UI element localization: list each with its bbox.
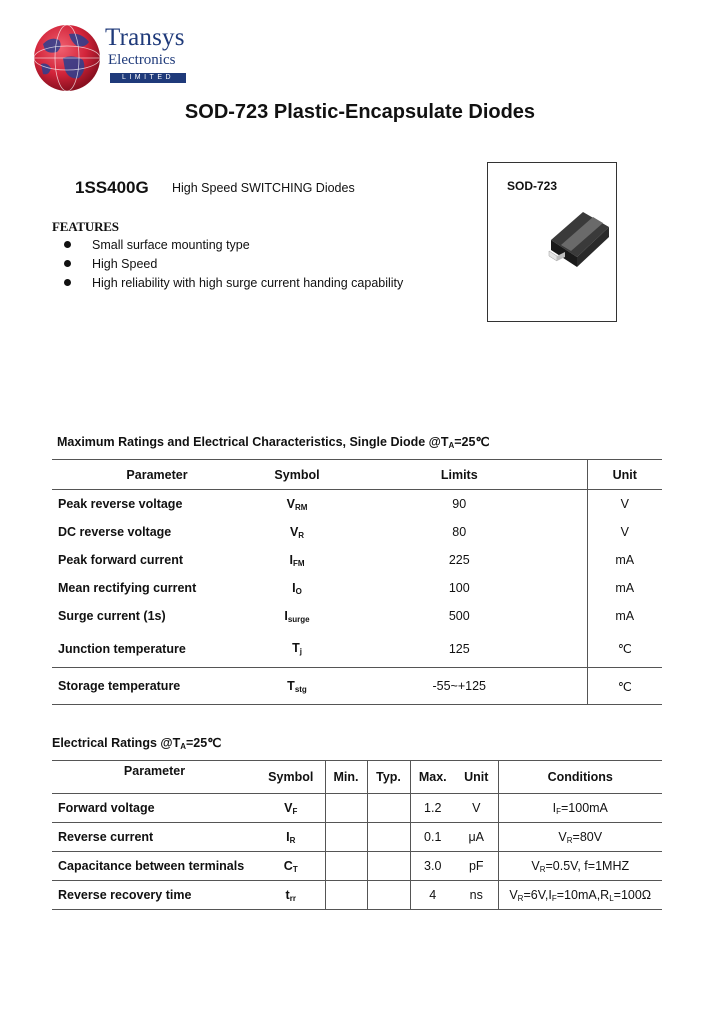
parameter-cell: DC reverse voltage [58, 525, 172, 539]
package-box [487, 162, 617, 322]
table-row [52, 602, 662, 630]
list-item: High reliability with high surge current handing capability [64, 274, 403, 293]
parameter-cell: Junction temperature [58, 641, 186, 656]
min-cell [325, 823, 367, 852]
list-item: Small surface mounting type [64, 236, 403, 255]
typ-cell [367, 794, 410, 823]
header-max: Max. [410, 761, 455, 794]
symbol-cell [257, 823, 325, 852]
condition-text: V [531, 858, 540, 873]
unit-cell: V [472, 801, 481, 815]
header-min: Min. [325, 761, 367, 794]
package-label: SOD-723 [507, 179, 558, 193]
bullet-icon [64, 279, 71, 286]
table-row [52, 490, 662, 519]
limits-cell: 80 [452, 525, 467, 539]
table-header-row [52, 460, 662, 490]
symbol-cell [262, 574, 332, 602]
table-row [52, 574, 662, 602]
conditions-cell [498, 881, 662, 910]
table-row [52, 823, 662, 852]
symbol-cell [262, 602, 332, 630]
limits-cell: 500 [448, 609, 470, 623]
parameter-cell: Reverse recovery time [58, 888, 192, 902]
symbol-cell [262, 490, 332, 519]
elec-ratings-heading: Electrical Ratings $@T_A=25℃$ [52, 736, 222, 751]
list-item: High Speed [64, 255, 403, 274]
condition-sub: R [539, 864, 546, 874]
parameter-cell: Peak reverse voltage [58, 497, 183, 511]
symbol-sub: R [298, 530, 305, 540]
condition-sub: R [517, 893, 524, 903]
symbol-cell [257, 852, 325, 881]
symbol-sub: FM [292, 558, 305, 568]
part-number: 1SS400G [75, 178, 149, 197]
limits-cell: 90 [452, 497, 467, 511]
bullet-icon [64, 260, 71, 267]
limits-cell: 125 [448, 641, 470, 656]
page-title: SOD-723 Plastic-Encapsulate Diodes [184, 101, 536, 123]
globe-logo-icon [33, 24, 101, 92]
condition-sub: L [609, 893, 614, 903]
symbol-main: t [285, 887, 290, 902]
header-parameter: Parameter [123, 764, 186, 778]
symbol-sub: rr [289, 893, 296, 903]
logo-limited: LIMITED [110, 73, 186, 83]
symbol-cell [262, 668, 332, 705]
table-row [52, 881, 662, 910]
unit-cell: ℃ [587, 668, 662, 705]
symbol-cell [257, 794, 325, 823]
symbol-sub: O [295, 586, 302, 596]
symbol-main: T [287, 678, 295, 693]
condition-sub: F [551, 893, 557, 903]
table-row [52, 630, 662, 668]
unit-cell: mA [587, 546, 662, 574]
header-conditions: Conditions [498, 761, 662, 794]
condition-text: V [558, 829, 567, 844]
unit-cell: mA [587, 574, 662, 602]
symbol-sub: F [292, 806, 298, 816]
typ-cell [367, 823, 410, 852]
parameter-cell: Storage temperature [58, 679, 181, 693]
unit-cell: pF [468, 859, 484, 873]
header-unit: Unit [464, 770, 489, 784]
min-cell [325, 881, 367, 910]
conditions-cell [498, 823, 662, 852]
table-row [52, 794, 662, 823]
condition-text: =6V,I [523, 887, 552, 902]
unit-cell: mA [587, 602, 662, 630]
unit-cell: ns [469, 888, 483, 902]
parameter-cell: Mean rectifying current [58, 581, 197, 595]
symbol-main: I [289, 552, 293, 567]
table-row [52, 668, 662, 705]
symbol-sub: j [299, 647, 302, 656]
table-row [52, 546, 662, 574]
condition-text: =100Ω [613, 887, 652, 902]
conditions-cell [498, 794, 662, 823]
min-cell [325, 794, 367, 823]
max-cell: 0.1 [410, 823, 455, 852]
typ-cell [367, 852, 410, 881]
header-limits: Limits [440, 467, 478, 482]
sod723-package-icon [543, 207, 615, 279]
unit-cell: ℃ [587, 630, 662, 668]
condition-text: I [552, 800, 557, 815]
features-list [64, 236, 403, 293]
limits-cell: 225 [448, 553, 470, 567]
features-heading: FEATURES [52, 219, 119, 234]
condition-sub: R [566, 835, 573, 845]
header-symbol: Symbol [268, 770, 314, 784]
conditions-cell [498, 852, 662, 881]
condition-text: =0.5V, f=1MHZ [545, 858, 630, 873]
condition-text: =100mA [560, 800, 608, 815]
header-typ: Typ. [367, 761, 410, 794]
max-cell: 4 [410, 881, 455, 910]
limits-cell: 100 [448, 581, 470, 595]
symbol-main: I [286, 829, 290, 844]
symbol-main: T [292, 641, 300, 655]
symbol-sub: stg [294, 684, 307, 694]
table-row [52, 852, 662, 881]
symbol-main: V [284, 800, 293, 815]
typ-cell [367, 881, 410, 910]
condition-text: =10mA,R [556, 887, 610, 902]
symbol-cell [262, 546, 332, 574]
max-ratings-heading: Maximum Ratings and Electrical Characteristics, Single Diode $@T_A=25℃$ [57, 435, 490, 450]
condition-text: V [509, 887, 518, 902]
min-cell [325, 852, 367, 881]
parameter-cell: Peak forward current [58, 553, 184, 567]
table-header-row [52, 761, 662, 794]
unit-cell: μA [468, 830, 485, 844]
header-unit: Unit [587, 460, 662, 490]
symbol-main: I [292, 580, 296, 595]
part-description: High Speed SWITCHING Diodes [172, 181, 355, 195]
symbol-main: V [289, 524, 299, 539]
bullet-icon [64, 241, 71, 248]
symbol-main: V [286, 496, 295, 511]
parameter-cell: Capacitance between terminals [58, 859, 245, 873]
symbol-main: I [284, 608, 288, 623]
symbol-sub: surge [287, 614, 310, 624]
parameter-cell: Forward voltage [58, 801, 155, 815]
condition-sub: F [556, 806, 561, 816]
logo-name: Transys [105, 24, 185, 51]
parameter-cell: Surge current (1s) [58, 609, 166, 623]
symbol-cell [262, 518, 332, 546]
elec-ratings-table [52, 760, 662, 910]
parameter-cell: Reverse current [58, 830, 154, 844]
header-parameter: Parameter [126, 467, 188, 482]
unit-cell: V [587, 490, 662, 519]
table-row [52, 518, 662, 546]
logo-subtitle: Electronics [108, 52, 176, 68]
max-cell: 3.0 [410, 852, 455, 881]
symbol-sub: T [292, 864, 298, 874]
limits-cell: -55~+125 [432, 679, 487, 693]
symbol-cell [257, 881, 325, 910]
symbol-sub: R [289, 835, 296, 845]
max-ratings-table [52, 459, 662, 705]
symbol-main: C [283, 858, 293, 873]
symbol-sub: RM [294, 502, 308, 512]
max-cell: 1.2 [410, 794, 455, 823]
condition-text: =80V [572, 829, 603, 844]
symbol-cell [262, 630, 332, 668]
unit-cell: V [587, 518, 662, 546]
header-symbol: Symbol [274, 467, 320, 482]
